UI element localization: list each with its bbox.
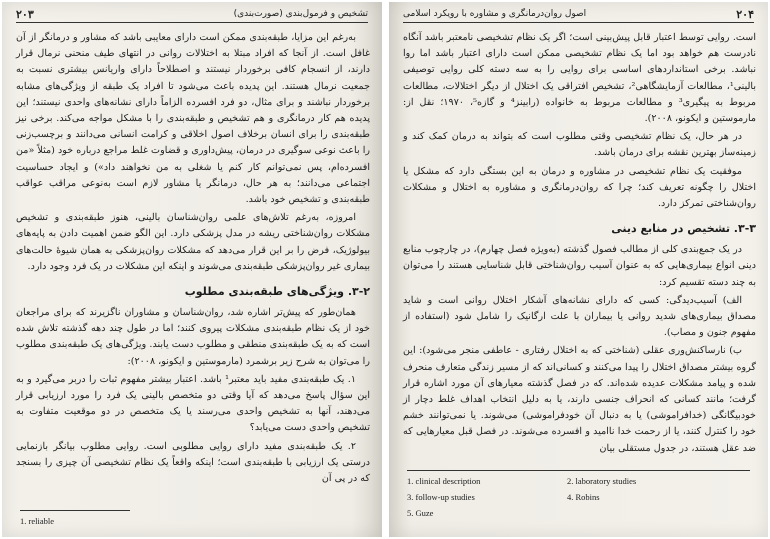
paragraph: ۲. یک طبقه‌بندی مفید دارای روایی مطلوبی است. روایی مطلوب بیانگر بازنمایی درستی یک ارزیابی با طبقه‌بندی است؛ اینکه واقعاً یک نظام تشخیصی آن چیزی را بسنجد که در پی آن <box>16 440 370 485</box>
footnote: 4. Robins <box>567 492 600 502</box>
running-title: اصول روان‌درمانگری و مشاوره با رویکرد اسلامی <box>403 9 587 19</box>
paragraph: به‌رغم این مزایا، طبقه‌بندی ممکن است دارای معایبی باشد که مشاور و درمانگر از آن غافل است. از آنجا که افراد مبتلا به اختلالات روانی در انتهای طیف منحنی نرمال قرار دارند، از انسجام کافی برخوردار نیستند و اصطلاحاً دارای واریانس بیشتری نسبت به جمعیت نرمال هستند. این پدیده باعث می‌شود تا افراد یک طبقه از ویژگی‌های مشابه برخوردار نباشند و برای مثال، دو فرد افسرده الزاماً دارای نشانه‌های واحدی نیستند؛ این پدیده هم کار درمانگری و هم تشخیص و طبقه‌بندی را با مشکل مواجه می‌کند. برخی نیز طبقه‌بندی را برای انسان برخلاف اصول اخلاقی و کرامت انسانی می‌دانند و برچسب‌زنی را باعث نوعی سوگیری در درمان، پیش‌داوری و قضاوت غلط مراجع درباره خود (مثلاً «من افسرده‌ام، پس نمی‌توانم کار کنم یا شغلی به من نخواهند داد») و ایجاد حساسیت اجتماعی می‌دانند؛ به هر حال، درمانگر یا مشاور لازم است به‌نوعی مراقب عواقب طبقه‌بندی و تشخیص خود باشد. <box>16 32 370 206</box>
footnote-rule <box>20 510 130 511</box>
footnote: 1. clinical description <box>407 476 481 486</box>
paragraph: همان‌طور که پیش‌تر اشاره شد، روان‌شناسان و مشاوران ناگزیرند که برای مراجعان خود از یک نظام طبقه‌بندی مشکلات پیروی کنند؛ اما در طول چند دهه گذشته تلاش شده است که به یک طبقه‌بندی منطقی و مطلوب دست یابند. ویژگی‌های یک طبقه‌بندی مطلوب را می‌توان به شرح زیر برشمرد (مارموستین و ایکونو، ۲۰۰۸): <box>16 307 370 367</box>
paragraph: در یک جمع‌بندی کلی از مطالب فصول گذشته (به‌ویژه فصل چهارم)، در چارچوب منابع دینی انواع بیماری‌هایی که به عنوان آسیب روان‌شناختی قابل شناسایی هستند را می‌توان به چند دسته تقسیم کرد: <box>403 244 756 288</box>
paragraph: امروزه، به‌رغم تلاش‌های علمی روان‌شناسان بالینی، هنوز طبقه‌بندی و تشخیص مشکلات روان‌شناختی ریشه در مدل پزشکی دارد. این الگو ضمن اهمیت دادن به پایه‌های بیولوژیک، فرض را بر این قرار می‌دهد که مشکلات روان‌پزشکی به همان شیوهٔ حالت‌های بیماری غیر روان‌پزشکی طبقه‌بندی می‌شوند و اینکه این مشکلات در یک فرد وجود دارد. <box>16 212 370 272</box>
section-heading: ۳-۲. ویژگی‌های طبقه‌بندی مطلوب <box>184 285 370 299</box>
paragraph: موفقیت یک نظام تشخیصی در مشاوره و درمان به این بستگی دارد که مشکل یا اختلال را چگونه تعریف کند؛ چرا که روان‌درمانگری و مشاوره به اختلال و مشکلات روان‌شناختی تمرکز دارد. <box>403 165 756 210</box>
paragraph: در هر حال، یک نظام تشخیصی وقتی مطلوب است که بتواند به درمان کمک کند و زمینه‌ساز بهترین نقشه برای درمان باشد. <box>403 131 756 159</box>
footnote: 3. follow-up studies <box>407 492 475 502</box>
paragraph: است. روایی توسط اعتبار قابل پیش‌بینی است؛ اگر یک نظام تشخیصی نامعتبر باشد آنگاه نادرست هم خواهد بود اما یک نظام تشخیصی ممکن است دارای اعتبار باشد اما روا نباشد. برخی استانداردهای اساسی برای روایی را به سه دسته کلی روایی توصیفی بالینی¹، مطالعات آزمایشگاهی²، تشخیص افتراقی یک اختلال از دیگر اختلالات، مطالعات مربوط به پیگیری³ و مطالعات مربوط به خانواده (رابینز⁴ و گازه⁵، ۱۹۷۰؛ نقل از: مارموستین و ایکونو، ۲۰۰۸). <box>403 32 757 125</box>
paragraph: ۱. یک طبقه‌بندی مفید باید معتبر¹ باشد. اعتبار بیشتر مفهوم ثبات را دربر می‌گیرد و به این سؤال پاسخ می‌دهد که آیا وقتی دو متخصص بالینی یک فرد را مورد ارزیابی قرار می‌دهند، آنها به تشخیص واحدی می‌رسند یا یک متخصص در دو موقعیت متفاوت به تشخیص واحدی دست می‌یابد؟ <box>16 373 370 434</box>
page-body <box>16 30 370 489</box>
paragraph: ب) نارساکنش‌وری عقلی (شناختی که به اختلال رفتاری - عاطفی منجر می‌شود): این گروه بیشتر مصداق اختلال را پیدا می‌کنند و کسانی‌اند که از مسیر زندگی متعارف منحرف شده و پیامد مشکلات عدیده شده‌اند. که در فصل گذشته معیارهای آن مورد اشاره قرار گرفت؛ مانند کسانی که انحراف جنسی دارند، یا به دلیل انتخاب اهداف غلط دچار از خودبیگانگی (خدافراموشی) یا به دنبال آن خودفراموشی) می‌شوند. یا نمی‌توانند خشم خود را کنترل کنند، یا از رحمت خدا ناامید و افسرده می‌شوند. در فصل قبل معیارهایی که ضد عقل هستند، در جدول مستقلی بیان <box>403 345 756 454</box>
page-body <box>403 30 756 459</box>
page-number: ۲۰۴ <box>736 8 754 21</box>
right-page <box>389 2 768 537</box>
footnotes <box>407 476 750 536</box>
left-page <box>2 2 382 537</box>
footnote: 2. laboratory studies <box>567 476 637 486</box>
page-number: ۲۰۳ <box>16 8 34 21</box>
running-header <box>403 6 754 23</box>
running-title: تشخیص و فرمول‌بندی (صورت‌بندی) <box>233 9 368 19</box>
paragraph: الف) آسیب‌دیدگی: کسی که دارای نشانه‌های آشکار اختلال روانی است و شاید مصداق بیماری‌های شدید روانی یا بیماران با علت ارگانیک را شامل شود (استفاده از مفهوم جنون و مصاب). <box>403 294 756 339</box>
running-header <box>16 6 368 23</box>
footnote: 5. Guze <box>407 508 434 518</box>
footnote: 1. reliable <box>20 516 54 526</box>
section-heading: ۳-۳. تشخیص در منابع دینی <box>611 222 756 236</box>
footnote-rule <box>407 470 750 471</box>
